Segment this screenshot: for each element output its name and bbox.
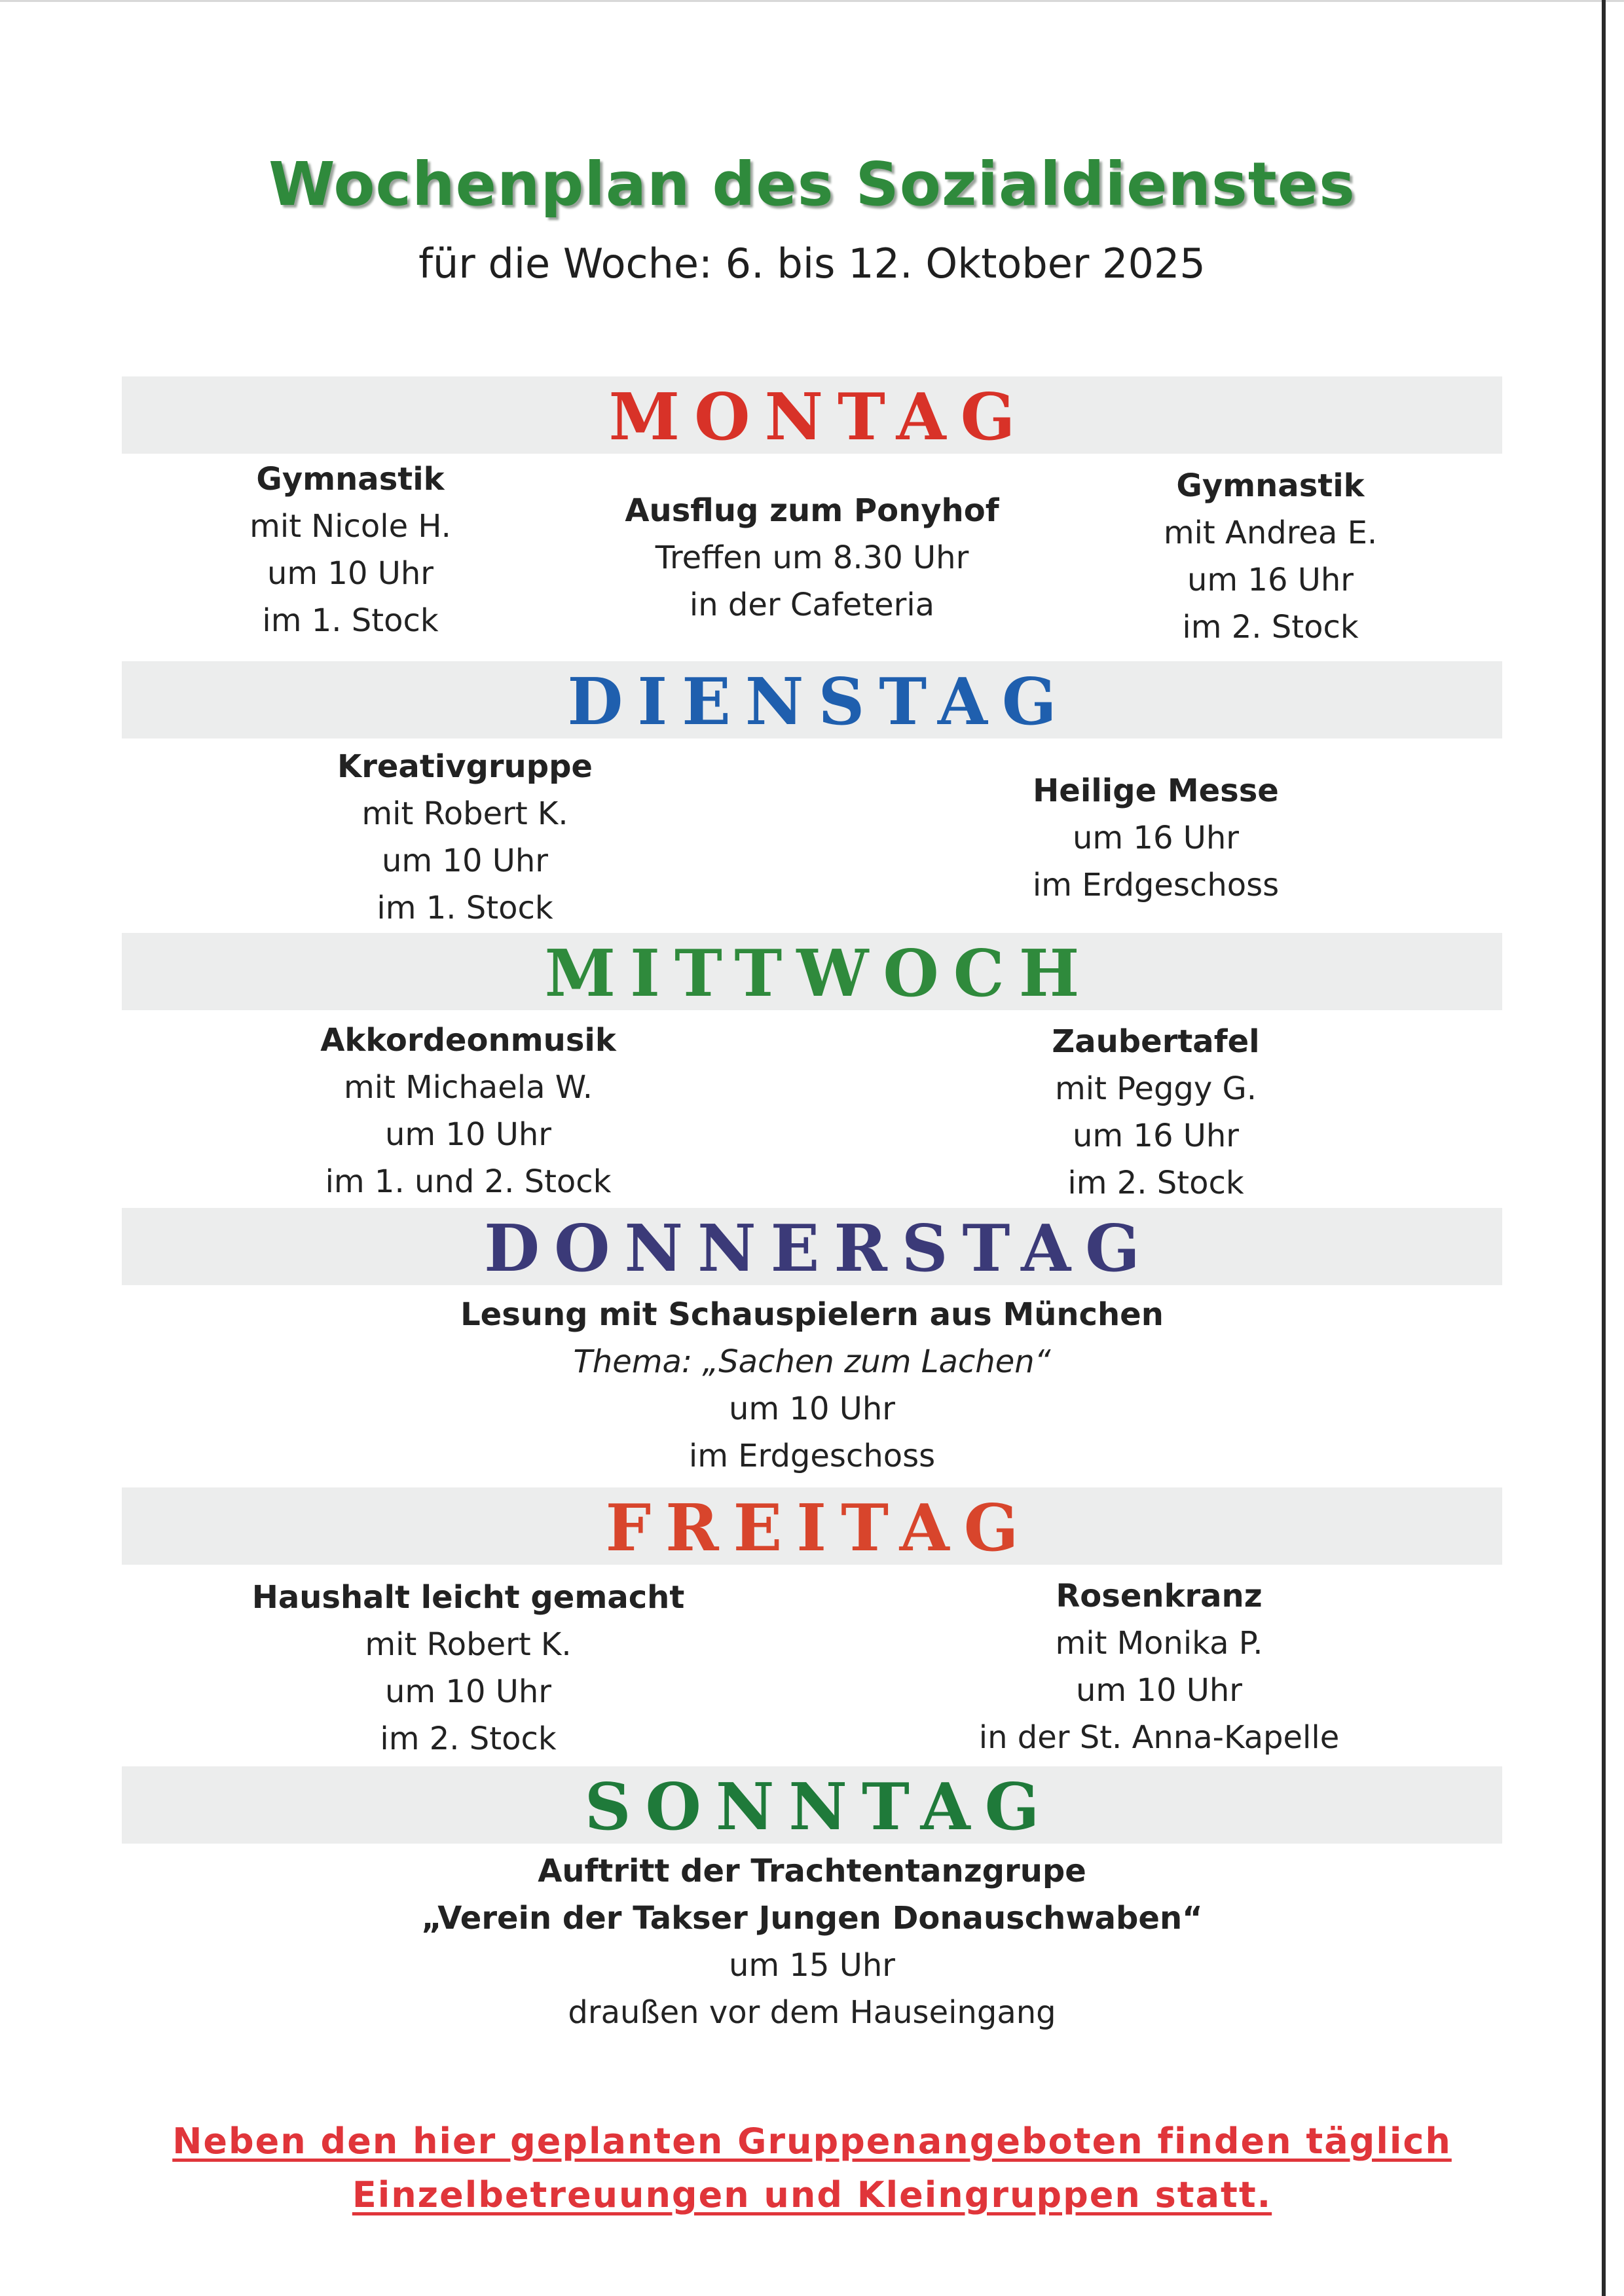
scan-edge-top — [0, 0, 1624, 2]
event-mittwoch-1 — [275, 1017, 661, 1205]
event-line: im 1. Stock — [262, 602, 439, 639]
event-line: mit Robert K. — [361, 795, 568, 832]
event-line: mit Michaela W. — [344, 1069, 593, 1106]
event-line: im 2. Stock — [1067, 1165, 1244, 1201]
event-dienstag-2 — [969, 767, 1342, 909]
event-line: um 10 Uhr — [1075, 1672, 1243, 1709]
event-line: um 10 Uhr — [267, 555, 434, 592]
event-title: Rosenkranz — [1056, 1578, 1263, 1614]
footer-note — [0, 2115, 1624, 2222]
event-line: um 10 Uhr — [384, 1673, 552, 1710]
day-name-donnerstag: DONNERSTAG — [484, 1211, 1154, 1286]
event-line: Treffen um 8.30 Uhr — [655, 539, 969, 576]
event-title: Auftritt der Trachtentanzgrupe — [538, 1853, 1086, 1889]
event-line: im 2. Stock — [380, 1721, 557, 1757]
event-title: Heilige Messe — [1033, 773, 1279, 809]
event-line: draußen vor dem Hauseingang — [568, 1994, 1056, 2031]
event-line: im 1. Stock — [377, 890, 553, 926]
event-title-2: „Verein der Takser Jungen Donauschwaben“ — [421, 1900, 1203, 1937]
event-line: um 16 Uhr — [1187, 562, 1354, 598]
day-band-freitag — [122, 1487, 1502, 1565]
event-line: um 16 Uhr — [1072, 1118, 1240, 1154]
scan-edge-right — [1602, 0, 1606, 2296]
event-title: Gymnastik — [256, 461, 445, 498]
event-montag-2 — [576, 487, 1048, 629]
event-line: mit Andrea E. — [1163, 515, 1378, 551]
event-montag-1 — [164, 456, 537, 644]
event-freitag-2 — [930, 1573, 1388, 1761]
day-band-donnerstag — [122, 1208, 1502, 1285]
day-band-dienstag — [122, 661, 1502, 738]
event-line: im 2. Stock — [1182, 609, 1359, 646]
day-band-montag — [122, 376, 1502, 454]
event-title: Lesung mit Schauspielern aus München — [460, 1296, 1164, 1333]
page-title: Wochenplan des Sozialdienstes — [268, 149, 1356, 219]
event-line: im Erdgeschoss — [688, 1438, 936, 1474]
footer-line-2: Einzelbetreuungen und Kleingruppen statt. — [352, 2174, 1272, 2215]
event-line: im Erdgeschoss — [1032, 867, 1280, 903]
day-name-montag: MONTAG — [608, 380, 1030, 455]
event-line: um 10 Uhr — [381, 843, 549, 879]
event-line: im 1. und 2. Stock — [325, 1163, 612, 1200]
day-band-mittwoch — [122, 933, 1502, 1010]
event-freitag-1 — [216, 1574, 720, 1762]
event-title: Kreativgruppe — [337, 748, 593, 785]
event-line: mit Monika P. — [1055, 1625, 1263, 1662]
event-line: in der Cafeteria — [689, 587, 935, 623]
event-mittwoch-2 — [969, 1018, 1342, 1207]
day-band-sonntag — [122, 1766, 1502, 1844]
event-donnerstag-1 — [419, 1291, 1205, 1480]
day-name-mittwoch: MITTWOCH — [544, 936, 1094, 1011]
event-line: mit Nicole H. — [249, 508, 451, 545]
event-line: um 10 Uhr — [728, 1391, 896, 1427]
footer-line-1: Neben den hier geplanten Gruppenangeboten finden täglich — [172, 2121, 1452, 2162]
event-line: um 16 Uhr — [1072, 820, 1240, 856]
day-name-freitag: FREITAG — [605, 1491, 1033, 1566]
event-title: Ausflug zum Ponyhof — [625, 492, 999, 529]
event-sonntag-1 — [386, 1848, 1238, 2036]
event-title: Haushalt leicht gemacht — [251, 1579, 685, 1616]
event-montag-3 — [1080, 462, 1460, 651]
event-title: Akkordeonmusik — [320, 1022, 616, 1059]
event-line: mit Robert K. — [365, 1626, 572, 1663]
event-dienstag-1 — [282, 743, 648, 932]
page-subtitle: für die Woche: 6. bis 12. Oktober 2025 — [418, 240, 1206, 287]
event-title: Zaubertafel — [1052, 1023, 1260, 1060]
day-name-sonntag: SONNTAG — [584, 1770, 1054, 1845]
event-line: in der St. Anna-Kapelle — [978, 1719, 1340, 1756]
event-line: mit Peggy G. — [1055, 1070, 1257, 1107]
event-line: um 10 Uhr — [384, 1116, 552, 1153]
day-name-dienstag: DIENSTAG — [567, 665, 1071, 740]
event-line: um 15 Uhr — [728, 1947, 896, 1984]
event-title: Gymnastik — [1176, 467, 1365, 504]
event-line: Thema: „Sachen zum Lachen“ — [573, 1343, 1051, 1380]
